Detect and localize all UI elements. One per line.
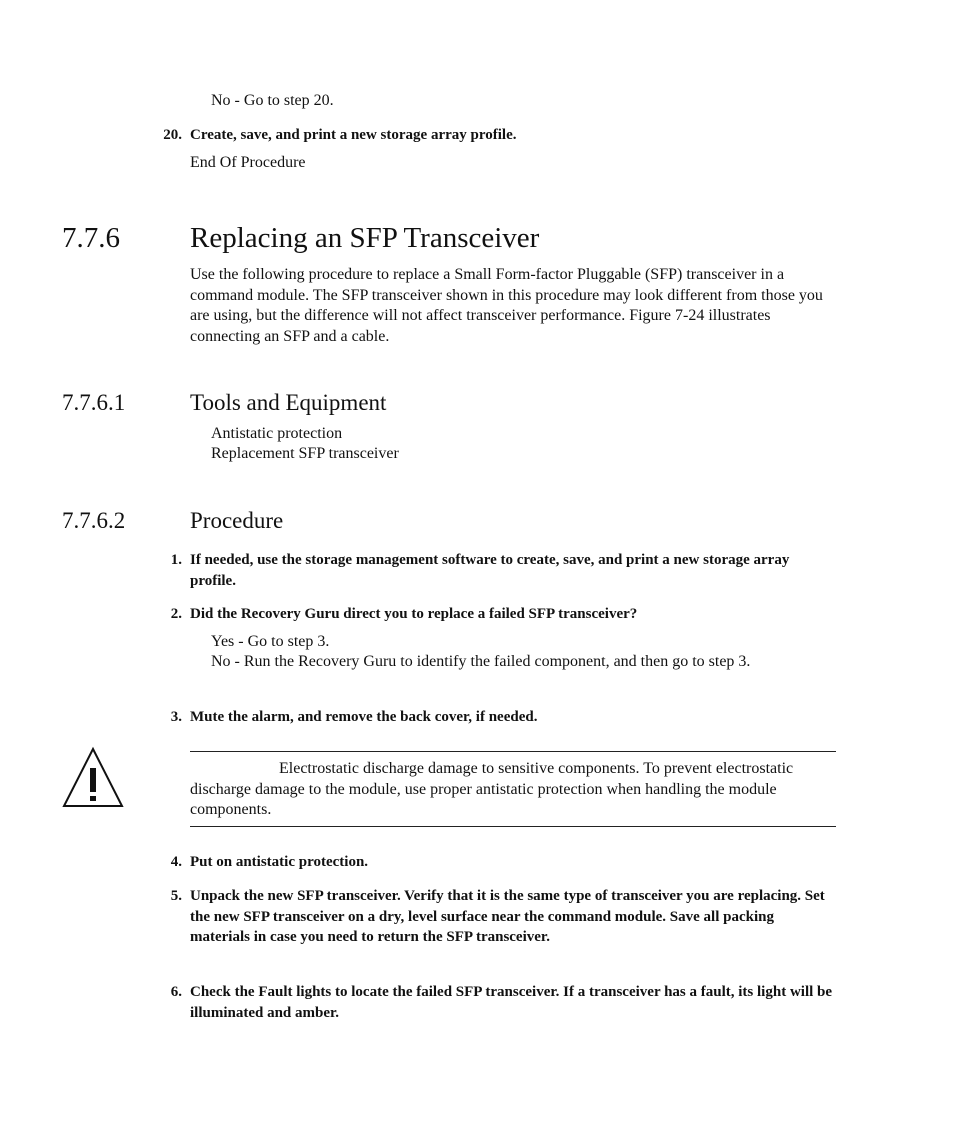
caution-text: Electrostatic discharge damage to sensitive components. To prevent electrostatic discharge damage to the module, use proper antistatic protection when handling the module components. (190, 760, 794, 818)
step-2-answer-yes: Yes - Go to step 3. (211, 633, 330, 650)
step-number: 6. (170, 984, 182, 1000)
section-intro: Use the following procedure to replace a Small Form-factor Pluggable (SFP) transceiver in a command module. The SFP transceiver shown in this procedure may look different from those you are using, but the difference will not affect transceiver performance. Figure 7-24 illustrates connecting an SFP and a cable. (190, 266, 823, 345)
step-text: Unpack the new SFP transceiver. Verify that it is the same type of transceiver you are replacing. Set the new SFP transceiver on a dry, level surface near the command module. Save all packing materials in case you need to return the SFP transceiver. (190, 888, 825, 945)
section-number: 7.7.6 (62, 222, 120, 254)
tools-section-title: Tools and Equipment (190, 390, 387, 415)
step-text: If needed, use the storage management software to create, save, and print a new storage array profile. (190, 552, 790, 589)
tools-item: Antistatic protection (211, 425, 343, 442)
tools-item: Replacement SFP transceiver (211, 445, 399, 462)
section-title: Replacing an SFP Transceiver (190, 222, 540, 254)
step-2 (170, 604, 836, 625)
step-number: 2. (170, 606, 182, 622)
step-2-answer-no: No - Run the Recovery Guru to identify the failed component, and then go to step 3. (211, 653, 751, 670)
step-20 (163, 125, 836, 146)
step-6 (170, 982, 836, 1023)
previous-step-answer-no: No - Go to step 20. (211, 92, 334, 109)
caution-bottom-rule (190, 826, 836, 827)
step-text: Check the Fault lights to locate the failed SFP transceiver. If a transceiver has a fault, its light will be illuminated and amber. (190, 984, 833, 1021)
caution-top-rule (190, 751, 836, 752)
step-text: Mute the alarm, and remove the back cover, if needed. (190, 709, 538, 725)
step-text: Create, save, and print a new storage array profile. (190, 127, 517, 143)
step-1 (170, 550, 836, 591)
procedure-section-title: Procedure (190, 508, 284, 533)
step-5 (170, 886, 836, 948)
step-number: 5. (170, 888, 182, 904)
step-text: Did the Recovery Guru direct you to replace a failed SFP transceiver? (190, 606, 638, 622)
step-text: Put on antistatic protection. (190, 854, 369, 870)
procedure-section-number: 7.7.6.2 (62, 508, 126, 533)
step-number: 1. (170, 552, 182, 568)
step-number: 4. (170, 854, 182, 870)
step-number: 3. (170, 709, 182, 725)
end-of-procedure: End Of Procedure (190, 154, 306, 171)
step-4 (170, 852, 836, 873)
step-3 (170, 707, 836, 728)
step-number: 20. (163, 127, 182, 143)
warning-triangle-icon (62, 746, 124, 808)
tools-section-number: 7.7.6.1 (62, 390, 126, 415)
